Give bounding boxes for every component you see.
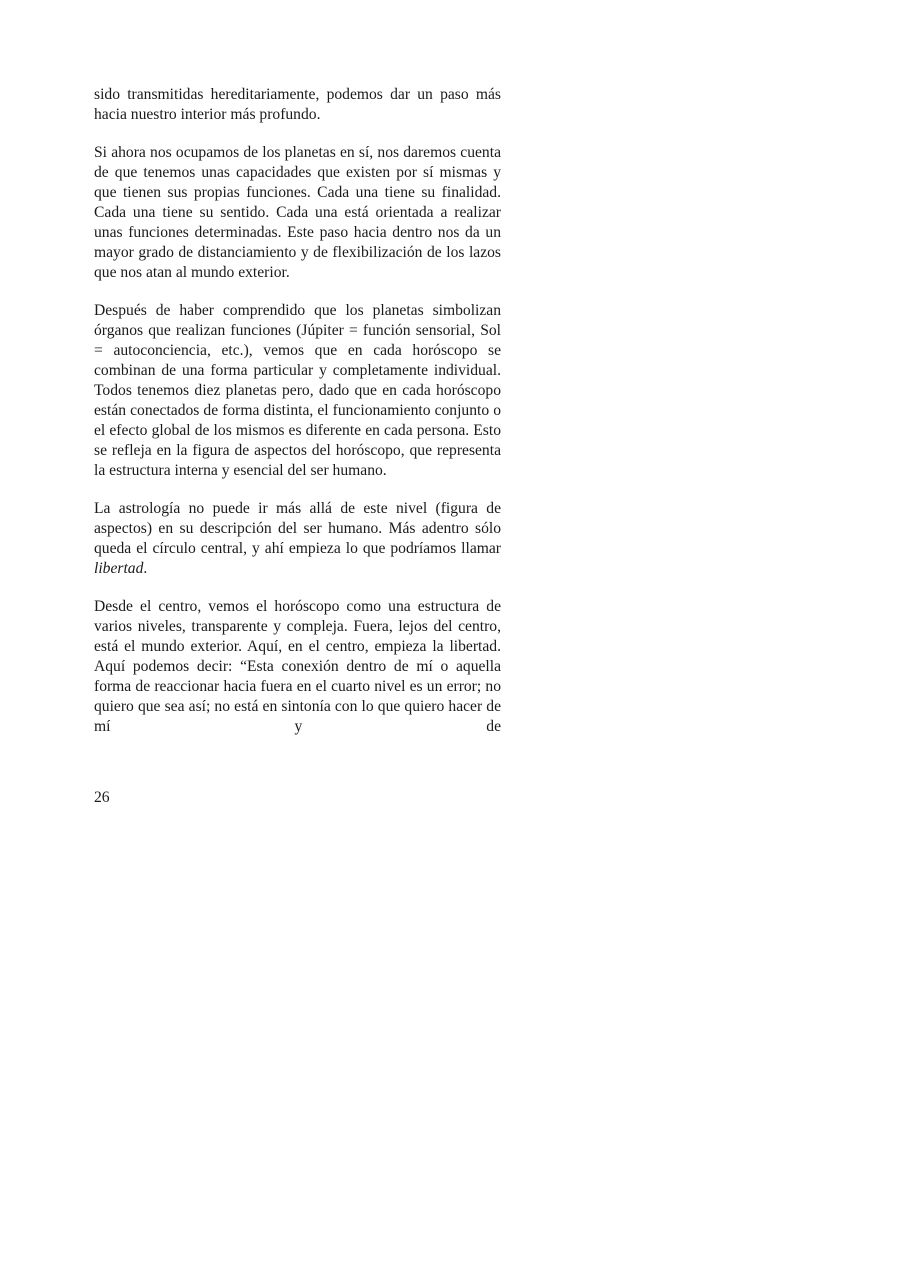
paragraph-5: Desde el centro, vemos el horóscopo como una estructura de varios niveles, transparente y compleja. Fuera, lejos del centro, está el mundo exterior. Aquí, en el centro, empieza la libertad. Aquí podemos decir: “Esta conexión dentro de mí o aquella forma de reaccionar hacia fuera en el cuarto nivel es un error; no quiero que sea así; no está en sintonía con lo que quiero hacer de mí y de: [94, 598, 501, 735]
paragraph-4-text: La astrología no puede ir más allá de este nivel (figura de aspectos) en su descripción del ser humano. Más adentro sólo queda el círculo central, y ahí empieza lo que podríamos llamar: [94, 500, 501, 557]
emphasis-libertad: libertad: [94, 560, 144, 577]
paragraph-3: Después de haber comprendido que los planetas simbolizan órganos que realizan funciones (Júpiter = función sensorial, Sol = autoconciencia, etc.), vemos que en cada horóscopo se combinan de una forma particular y completamente individual. Todos tenemos diez planetas pero, dado que en cada horóscopo están conectados de forma distinta, el funcionamiento conjunto o el efecto global de los mismos es diferente en cada persona. Esto se refleja en la figura de aspectos del horóscopo, que representa la estructura interna y esencial del ser humano.: [94, 302, 501, 479]
page-number: 26: [94, 789, 110, 806]
paragraph-4: [94, 499, 501, 579]
paragraph-1: sido transmitidas hereditariamente, podemos dar un paso más hacia nuestro interior más profundo.: [94, 86, 501, 123]
paragraph-4-end: .: [143, 560, 148, 577]
page-body: [94, 85, 501, 755]
paragraph-2: Si ahora nos ocupamos de los planetas en sí, nos daremos cuenta de que tenemos unas capacidades que existen por sí mismas y que tienen sus propias funciones. Cada una tiene su finalidad. Cada una tiene su sentido. Cada una está orientada a realizar unas funciones determinadas. Este paso hacia dentro nos da un mayor grado de distanciamiento y de flexibilización de los lazos que nos atan al mundo exterior.: [94, 144, 501, 281]
